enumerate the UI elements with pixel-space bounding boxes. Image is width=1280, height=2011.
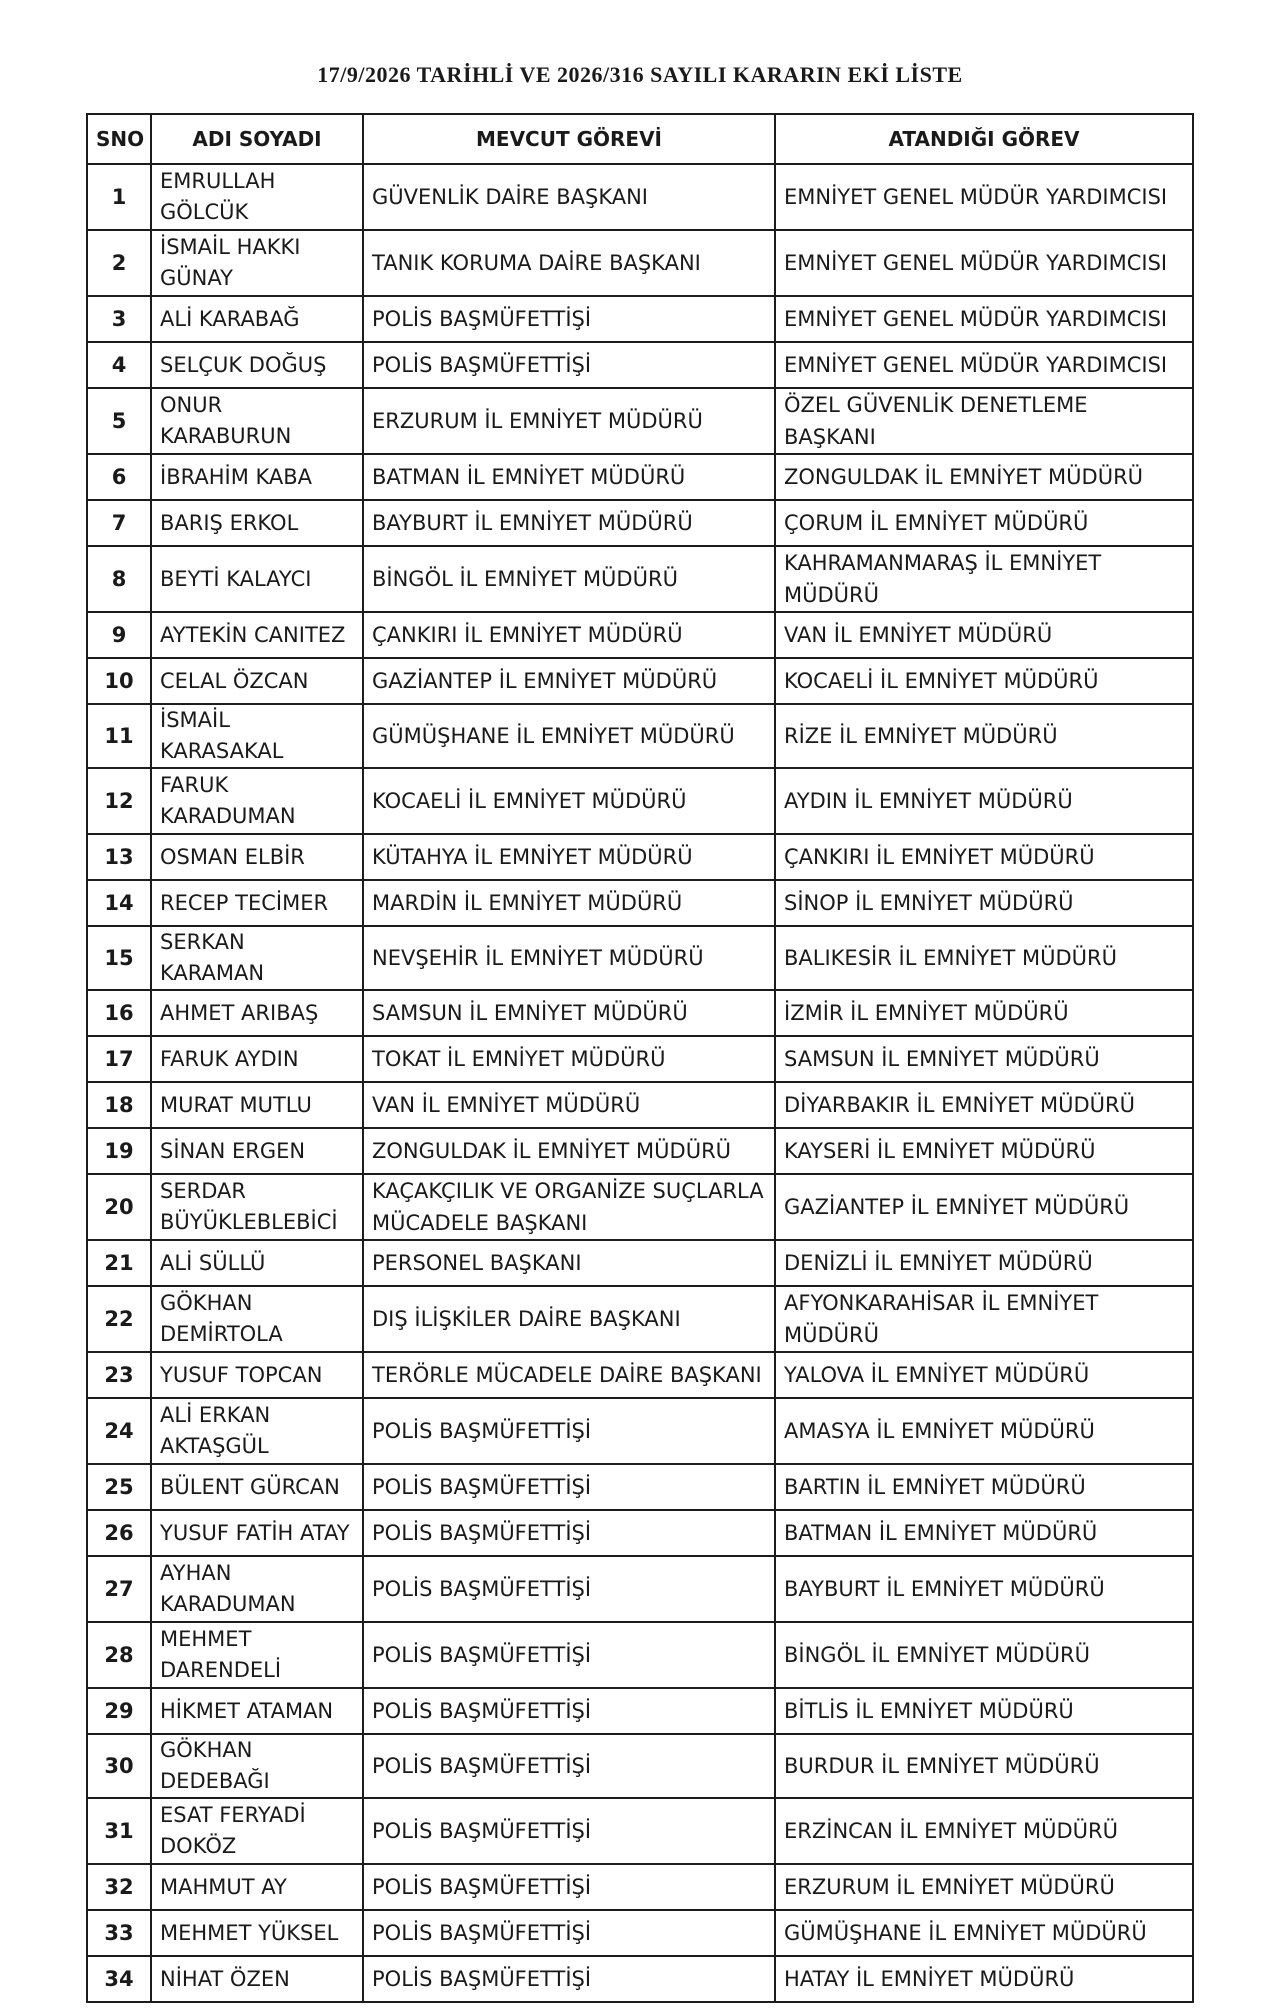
row-assigned-duty: SAMSUN İL EMNİYET MÜDÜRÜ bbox=[775, 1036, 1193, 1082]
header-sno: SNO bbox=[87, 114, 151, 164]
row-name: ONUR KARABURUN bbox=[151, 388, 363, 454]
row-assigned-duty: AYDIN İL EMNİYET MÜDÜRÜ bbox=[775, 768, 1193, 834]
row-sno: 31 bbox=[87, 1798, 151, 1864]
table-row bbox=[87, 658, 1193, 704]
row-current-duty: GAZİANTEP İL EMNİYET MÜDÜRÜ bbox=[363, 658, 775, 704]
row-name: İSMAİL KARASAKAL bbox=[151, 704, 363, 768]
table-header-row bbox=[87, 114, 1193, 164]
row-assigned-duty: HATAY İL EMNİYET MÜDÜRÜ bbox=[775, 1956, 1193, 2002]
row-current-duty: POLİS BAŞMÜFETTİŞİ bbox=[363, 1864, 775, 1910]
row-assigned-duty: BAYBURT İL EMNİYET MÜDÜRÜ bbox=[775, 1556, 1193, 1622]
row-current-duty: POLİS BAŞMÜFETTİŞİ bbox=[363, 1734, 775, 1798]
row-name: RECEP TECİMER bbox=[151, 880, 363, 926]
row-assigned-duty: BATMAN İL EMNİYET MÜDÜRÜ bbox=[775, 1510, 1193, 1556]
table-row bbox=[87, 1910, 1193, 1956]
row-assigned-duty: RİZE İL EMNİYET MÜDÜRÜ bbox=[775, 704, 1193, 768]
row-assigned-duty: EMNİYET GENEL MÜDÜR YARDIMCISI bbox=[775, 164, 1193, 230]
row-current-duty: ÇANKIRI İL EMNİYET MÜDÜRÜ bbox=[363, 612, 775, 658]
row-current-duty: BİNGÖL İL EMNİYET MÜDÜRÜ bbox=[363, 546, 775, 612]
table-row bbox=[87, 1398, 1193, 1464]
row-sno: 30 bbox=[87, 1734, 151, 1798]
row-sno: 34 bbox=[87, 1956, 151, 2002]
row-name: OSMAN ELBİR bbox=[151, 834, 363, 880]
row-sno: 15 bbox=[87, 926, 151, 990]
row-current-duty: POLİS BAŞMÜFETTİŞİ bbox=[363, 1956, 775, 2002]
row-assigned-duty: BİNGÖL İL EMNİYET MÜDÜRÜ bbox=[775, 1622, 1193, 1688]
row-name: FARUK AYDIN bbox=[151, 1036, 363, 1082]
row-name: FARUK KARADUMAN bbox=[151, 768, 363, 834]
row-assigned-duty: ÇORUM İL EMNİYET MÜDÜRÜ bbox=[775, 500, 1193, 546]
row-name: MEHMET DARENDELİ bbox=[151, 1622, 363, 1688]
row-sno: 3 bbox=[87, 296, 151, 342]
row-assigned-duty: KAHRAMANMARAŞ İL EMNİYET MÜDÜRÜ bbox=[775, 546, 1193, 612]
row-sno: 6 bbox=[87, 454, 151, 500]
row-name: SELÇUK DOĞUŞ bbox=[151, 342, 363, 388]
table-row bbox=[87, 926, 1193, 990]
row-assigned-duty: ERZİNCAN İL EMNİYET MÜDÜRÜ bbox=[775, 1798, 1193, 1864]
row-sno: 21 bbox=[87, 1240, 151, 1286]
row-sno: 1 bbox=[87, 164, 151, 230]
table-row bbox=[87, 612, 1193, 658]
row-assigned-duty: KAYSERİ İL EMNİYET MÜDÜRÜ bbox=[775, 1128, 1193, 1174]
table-row bbox=[87, 880, 1193, 926]
row-sno: 2 bbox=[87, 230, 151, 296]
row-name: BARIŞ ERKOL bbox=[151, 500, 363, 546]
table-row bbox=[87, 990, 1193, 1036]
row-sno: 13 bbox=[87, 834, 151, 880]
row-name: BÜLENT GÜRCAN bbox=[151, 1464, 363, 1510]
row-current-duty: BATMAN İL EMNİYET MÜDÜRÜ bbox=[363, 454, 775, 500]
row-current-duty: TERÖRLE MÜCADELE DAİRE BAŞKANI bbox=[363, 1352, 775, 1398]
table-row bbox=[87, 1798, 1193, 1864]
row-sno: 20 bbox=[87, 1174, 151, 1240]
row-current-duty: BAYBURT İL EMNİYET MÜDÜRÜ bbox=[363, 500, 775, 546]
row-assigned-duty: İZMİR İL EMNİYET MÜDÜRÜ bbox=[775, 990, 1193, 1036]
header-current-duty: MEVCUT GÖREVİ bbox=[363, 114, 775, 164]
row-assigned-duty: EMNİYET GENEL MÜDÜR YARDIMCISI bbox=[775, 342, 1193, 388]
row-assigned-duty: SİNOP İL EMNİYET MÜDÜRÜ bbox=[775, 880, 1193, 926]
row-name: SİNAN ERGEN bbox=[151, 1128, 363, 1174]
row-current-duty: GÜMÜŞHANE İL EMNİYET MÜDÜRÜ bbox=[363, 704, 775, 768]
row-name: ESAT FERYADİ DOKÖZ bbox=[151, 1798, 363, 1864]
row-current-duty: KOCAELİ İL EMNİYET MÜDÜRÜ bbox=[363, 768, 775, 834]
row-assigned-duty: GÜMÜŞHANE İL EMNİYET MÜDÜRÜ bbox=[775, 1910, 1193, 1956]
table-row bbox=[87, 388, 1193, 454]
row-current-duty: VAN İL EMNİYET MÜDÜRÜ bbox=[363, 1082, 775, 1128]
row-name: MAHMUT AY bbox=[151, 1864, 363, 1910]
row-assigned-duty: BALIKESİR İL EMNİYET MÜDÜRÜ bbox=[775, 926, 1193, 990]
table-row bbox=[87, 296, 1193, 342]
row-assigned-duty: BURDUR İL EMNİYET MÜDÜRÜ bbox=[775, 1734, 1193, 1798]
table-row bbox=[87, 546, 1193, 612]
table-row bbox=[87, 1556, 1193, 1622]
table-row bbox=[87, 164, 1193, 230]
row-assigned-duty: DENİZLİ İL EMNİYET MÜDÜRÜ bbox=[775, 1240, 1193, 1286]
row-name: ALİ ERKAN AKTAŞGÜL bbox=[151, 1398, 363, 1464]
row-current-duty: POLİS BAŞMÜFETTİŞİ bbox=[363, 1464, 775, 1510]
row-current-duty: POLİS BAŞMÜFETTİŞİ bbox=[363, 1622, 775, 1688]
table-row bbox=[87, 1622, 1193, 1688]
row-assigned-duty: AMASYA İL EMNİYET MÜDÜRÜ bbox=[775, 1398, 1193, 1464]
row-assigned-duty: DİYARBAKIR İL EMNİYET MÜDÜRÜ bbox=[775, 1082, 1193, 1128]
row-name: GÖKHAN DEDEBAĞI bbox=[151, 1734, 363, 1798]
row-current-duty: POLİS BAŞMÜFETTİŞİ bbox=[363, 1688, 775, 1734]
row-current-duty: PERSONEL BAŞKANI bbox=[363, 1240, 775, 1286]
document-title: 17/9/2026 TARİHLİ VE 2026/316 SAYILI KARARIN EKİ LİSTE bbox=[317, 62, 963, 87]
row-name: CELAL ÖZCAN bbox=[151, 658, 363, 704]
row-sno: 32 bbox=[87, 1864, 151, 1910]
row-sno: 18 bbox=[87, 1082, 151, 1128]
table-row bbox=[87, 1688, 1193, 1734]
row-assigned-duty: BARTIN İL EMNİYET MÜDÜRÜ bbox=[775, 1464, 1193, 1510]
row-sno: 11 bbox=[87, 704, 151, 768]
row-current-duty: TANIK KORUMA DAİRE BAŞKANI bbox=[363, 230, 775, 296]
row-current-duty: KÜTAHYA İL EMNİYET MÜDÜRÜ bbox=[363, 834, 775, 880]
table-row bbox=[87, 1240, 1193, 1286]
row-name: SERKAN KARAMAN bbox=[151, 926, 363, 990]
row-name: İSMAİL HAKKI GÜNAY bbox=[151, 230, 363, 296]
table-row bbox=[87, 1082, 1193, 1128]
row-assigned-duty: KOCAELİ İL EMNİYET MÜDÜRÜ bbox=[775, 658, 1193, 704]
row-name: NİHAT ÖZEN bbox=[151, 1956, 363, 2002]
row-name: SERDAR BÜYÜKLEBLEBİCİ bbox=[151, 1174, 363, 1240]
table-body bbox=[87, 164, 1193, 2002]
row-name: GÖKHAN DEMİRTOLA bbox=[151, 1286, 363, 1352]
row-assigned-duty: ZONGULDAK İL EMNİYET MÜDÜRÜ bbox=[775, 454, 1193, 500]
row-sno: 28 bbox=[87, 1622, 151, 1688]
row-name: EMRULLAH GÖLCÜK bbox=[151, 164, 363, 230]
row-current-duty: POLİS BAŞMÜFETTİŞİ bbox=[363, 1910, 775, 1956]
row-name: ALİ SÜLLÜ bbox=[151, 1240, 363, 1286]
row-current-duty: MARDİN İL EMNİYET MÜDÜRÜ bbox=[363, 880, 775, 926]
row-name: HİKMET ATAMAN bbox=[151, 1688, 363, 1734]
row-current-duty: POLİS BAŞMÜFETTİŞİ bbox=[363, 1798, 775, 1864]
row-name: AYHAN KARADUMAN bbox=[151, 1556, 363, 1622]
table-row bbox=[87, 1510, 1193, 1556]
row-assigned-duty: GAZİANTEP İL EMNİYET MÜDÜRÜ bbox=[775, 1174, 1193, 1240]
row-name: MEHMET YÜKSEL bbox=[151, 1910, 363, 1956]
row-name: İBRAHİM KABA bbox=[151, 454, 363, 500]
row-assigned-duty: EMNİYET GENEL MÜDÜR YARDIMCISI bbox=[775, 230, 1193, 296]
row-name: MURAT MUTLU bbox=[151, 1082, 363, 1128]
row-assigned-duty: BİTLİS İL EMNİYET MÜDÜRÜ bbox=[775, 1688, 1193, 1734]
row-current-duty: POLİS BAŞMÜFETTİŞİ bbox=[363, 342, 775, 388]
row-name: AYTEKİN CANITEZ bbox=[151, 612, 363, 658]
row-name: BEYTİ KALAYCI bbox=[151, 546, 363, 612]
row-sno: 29 bbox=[87, 1688, 151, 1734]
row-assigned-duty: ÇANKIRI İL EMNİYET MÜDÜRÜ bbox=[775, 834, 1193, 880]
row-name: AHMET ARIBAŞ bbox=[151, 990, 363, 1036]
table-row bbox=[87, 1286, 1193, 1352]
row-assigned-duty: ÖZEL GÜVENLİK DENETLEME BAŞKANI bbox=[775, 388, 1193, 454]
row-sno: 26 bbox=[87, 1510, 151, 1556]
row-current-duty: ERZURUM İL EMNİYET MÜDÜRÜ bbox=[363, 388, 775, 454]
row-sno: 17 bbox=[87, 1036, 151, 1082]
row-sno: 23 bbox=[87, 1352, 151, 1398]
row-current-duty: GÜVENLİK DAİRE BAŞKANI bbox=[363, 164, 775, 230]
table-row bbox=[87, 768, 1193, 834]
row-current-duty: ZONGULDAK İL EMNİYET MÜDÜRÜ bbox=[363, 1128, 775, 1174]
row-sno: 10 bbox=[87, 658, 151, 704]
row-sno: 27 bbox=[87, 1556, 151, 1622]
table-row bbox=[87, 1174, 1193, 1240]
row-sno: 12 bbox=[87, 768, 151, 834]
row-assigned-duty: YALOVA İL EMNİYET MÜDÜRÜ bbox=[775, 1352, 1193, 1398]
row-sno: 14 bbox=[87, 880, 151, 926]
row-sno: 5 bbox=[87, 388, 151, 454]
table-row bbox=[87, 454, 1193, 500]
row-sno: 24 bbox=[87, 1398, 151, 1464]
table-row bbox=[87, 500, 1193, 546]
row-sno: 7 bbox=[87, 500, 151, 546]
table-row bbox=[87, 342, 1193, 388]
row-sno: 9 bbox=[87, 612, 151, 658]
table-row bbox=[87, 1036, 1193, 1082]
row-sno: 8 bbox=[87, 546, 151, 612]
row-current-duty: POLİS BAŞMÜFETTİŞİ bbox=[363, 296, 775, 342]
appointment-table bbox=[86, 113, 1194, 2003]
row-sno: 16 bbox=[87, 990, 151, 1036]
row-sno: 4 bbox=[87, 342, 151, 388]
row-assigned-duty: AFYONKARAHİSAR İL EMNİYET MÜDÜRÜ bbox=[775, 1286, 1193, 1352]
table-row bbox=[87, 1956, 1193, 2002]
row-name: ALİ KARABAĞ bbox=[151, 296, 363, 342]
header-assigned-duty: ATANDIĞI GÖREV bbox=[775, 114, 1193, 164]
row-assigned-duty: ERZURUM İL EMNİYET MÜDÜRÜ bbox=[775, 1864, 1193, 1910]
header-name: ADI SOYADI bbox=[151, 114, 363, 164]
row-sno: 25 bbox=[87, 1464, 151, 1510]
table-row bbox=[87, 834, 1193, 880]
table-row bbox=[87, 1864, 1193, 1910]
row-current-duty: NEVŞEHİR İL EMNİYET MÜDÜRÜ bbox=[363, 926, 775, 990]
row-name: YUSUF TOPCAN bbox=[151, 1352, 363, 1398]
table-row bbox=[87, 1352, 1193, 1398]
row-assigned-duty: EMNİYET GENEL MÜDÜR YARDIMCISI bbox=[775, 296, 1193, 342]
row-current-duty: SAMSUN İL EMNİYET MÜDÜRÜ bbox=[363, 990, 775, 1036]
row-current-duty: POLİS BAŞMÜFETTİŞİ bbox=[363, 1556, 775, 1622]
table-row bbox=[87, 230, 1193, 296]
row-assigned-duty: VAN İL EMNİYET MÜDÜRÜ bbox=[775, 612, 1193, 658]
row-sno: 33 bbox=[87, 1910, 151, 1956]
table-row bbox=[87, 1128, 1193, 1174]
row-current-duty: DIŞ İLİŞKİLER DAİRE BAŞKANI bbox=[363, 1286, 775, 1352]
row-name: YUSUF FATİH ATAY bbox=[151, 1510, 363, 1556]
table-row bbox=[87, 1734, 1193, 1798]
table-row bbox=[87, 704, 1193, 768]
row-current-duty: POLİS BAŞMÜFETTİŞİ bbox=[363, 1510, 775, 1556]
row-current-duty: POLİS BAŞMÜFETTİŞİ bbox=[363, 1398, 775, 1464]
row-current-duty: KAÇAKÇILIK VE ORGANİZE SUÇLARLA MÜCADELE BAŞKANI bbox=[363, 1174, 775, 1240]
row-sno: 19 bbox=[87, 1128, 151, 1174]
row-current-duty: TOKAT İL EMNİYET MÜDÜRÜ bbox=[363, 1036, 775, 1082]
row-sno: 22 bbox=[87, 1286, 151, 1352]
table-row bbox=[87, 1464, 1193, 1510]
